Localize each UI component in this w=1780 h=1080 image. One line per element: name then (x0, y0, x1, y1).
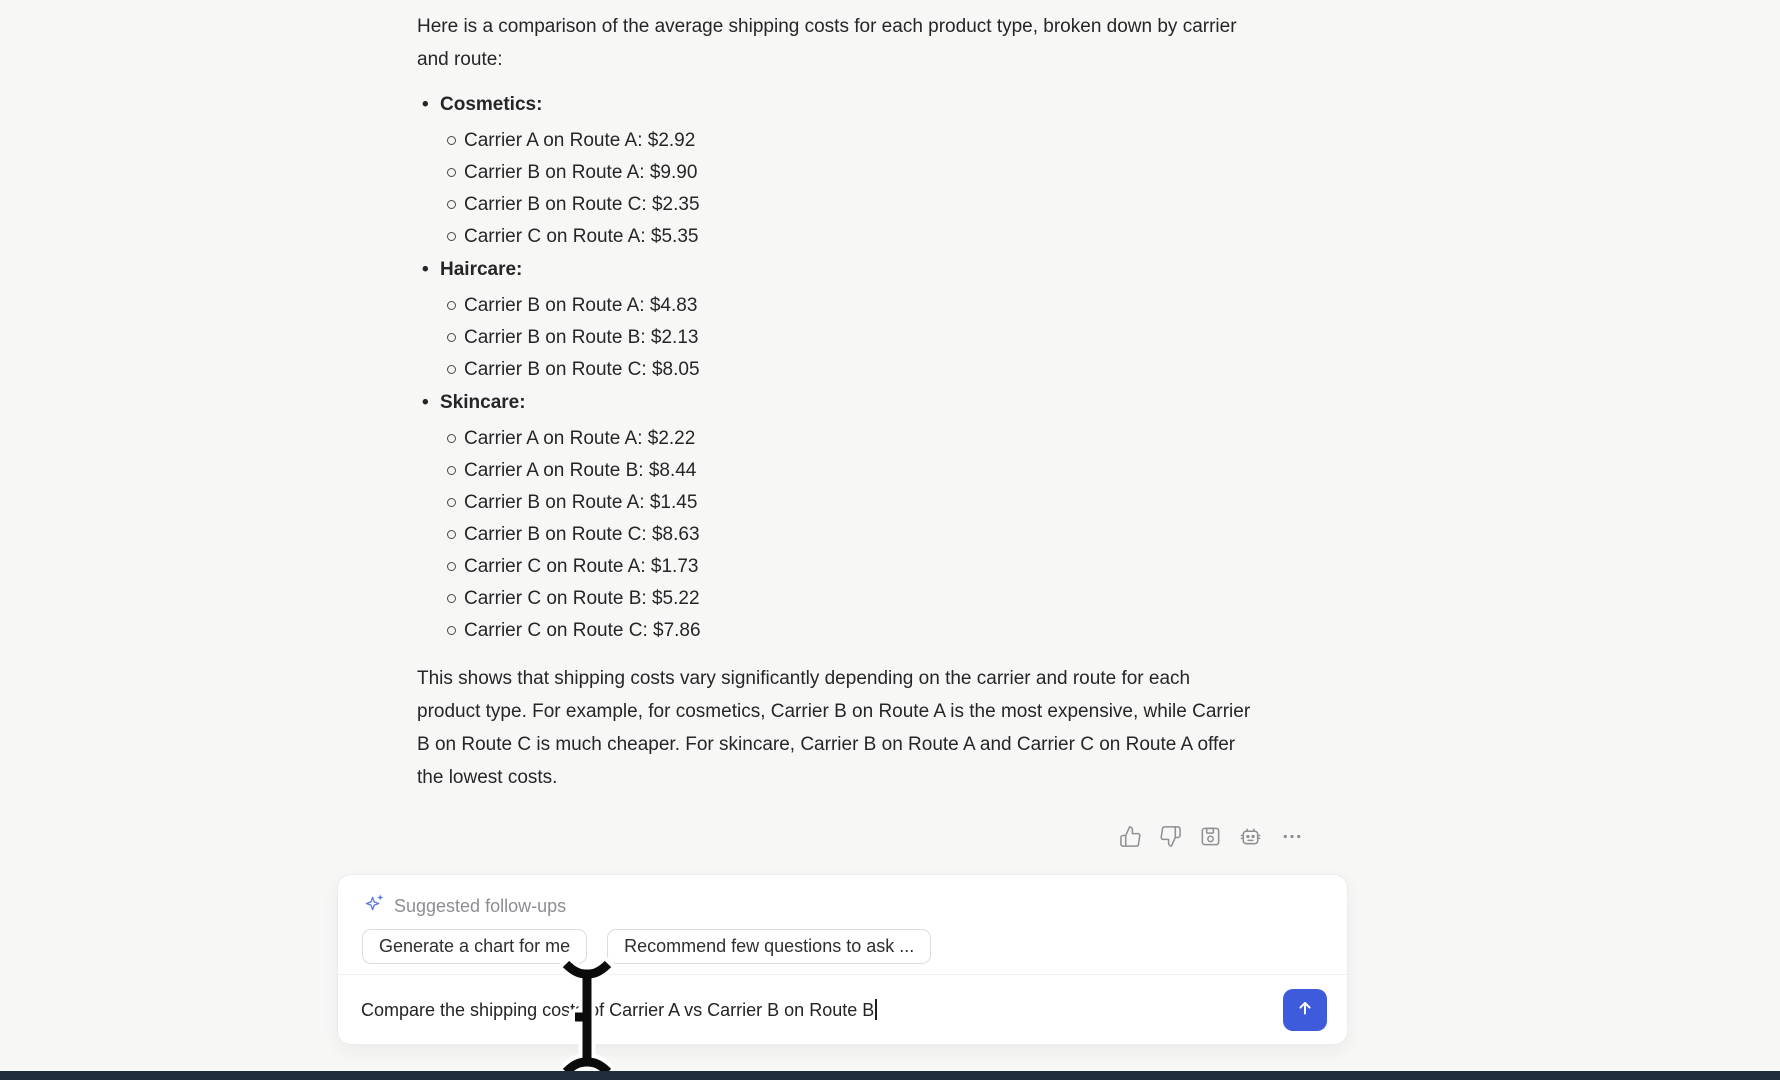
more-options-icon (1279, 825, 1305, 848)
cost-item: Carrier C on Route C: $7.86 (440, 615, 1307, 647)
cost-item: Carrier B on Route A: $4.83 (440, 290, 1307, 322)
arrow-up-icon (1294, 997, 1316, 1022)
cost-item: Carrier B on Route A: $9.90 (440, 157, 1307, 189)
cost-item: Carrier B on Route C: $2.35 (440, 189, 1307, 221)
message-input[interactable] (338, 999, 1283, 1021)
cost-items (440, 423, 1307, 647)
cost-item: Carrier A on Route A: $2.22 (440, 423, 1307, 455)
assistant-message (417, 6, 1307, 850)
save-button[interactable] (1197, 823, 1224, 850)
followup-composer-card (337, 874, 1348, 1045)
cost-item: Carrier C on Route A: $1.73 (440, 551, 1307, 583)
message-input-value: Compare the shipping costs of Carrier A vs Carrier B on Route B (361, 999, 875, 1020)
cost-item: Carrier A on Route A: $2.92 (440, 125, 1307, 157)
cost-item: Carrier B on Route B: $2.13 (440, 322, 1307, 354)
followup-chips (362, 929, 931, 964)
product-group-label: Cosmetics: (440, 94, 543, 115)
robot-icon (1239, 825, 1262, 848)
more-options-button[interactable] (1277, 823, 1307, 850)
product-groups-list (417, 89, 1307, 647)
followup-chip-generate-chart[interactable]: Generate a chart for me (362, 929, 587, 964)
message-intro: Here is a comparison of the average shipping costs for each product type, broken down by carrier and route: (417, 16, 1237, 70)
thumbs-up-button[interactable] (1117, 823, 1144, 850)
cost-item: Carrier A on Route B: $8.44 (440, 455, 1307, 487)
composer-row (338, 974, 1347, 1044)
product-group-cosmetics (417, 89, 1307, 253)
followup-chip-recommend-questions[interactable]: Recommend few questions to ask ... (607, 929, 931, 964)
text-caret (875, 999, 877, 1020)
bottom-window-edge (0, 1071, 1780, 1080)
product-group-skincare (417, 387, 1307, 647)
feedback-toolbar (417, 823, 1307, 850)
followup-header (364, 893, 566, 919)
cost-item: Carrier C on Route A: $5.35 (440, 221, 1307, 253)
followup-title: Suggested follow-ups (394, 895, 567, 916)
save-icon (1199, 825, 1222, 848)
send-button[interactable] (1283, 989, 1327, 1031)
cost-item: Carrier B on Route A: $1.45 (440, 487, 1307, 519)
thumbs-up-icon (1119, 825, 1142, 848)
cost-items (440, 290, 1307, 386)
thumbs-down-button[interactable] (1157, 823, 1184, 850)
cost-item: Carrier C on Route B: $5.22 (440, 583, 1307, 615)
product-group-label: Haircare: (440, 259, 523, 280)
product-group-label: Skincare: (440, 392, 526, 413)
sparkles-icon (364, 893, 385, 919)
message-summary: This shows that shipping costs vary significantly depending on the carrier and route for each product type. For example, for cosmetics, Carrier B on Route A is the most expensive, while Carrier B on Route C is much cheaper. For skincare, Carrier B on Route A and Carrier C on Route A offer the lowest costs. (417, 668, 1251, 788)
robot-button[interactable] (1237, 823, 1264, 850)
cost-items (440, 125, 1307, 253)
product-group-haircare (417, 254, 1307, 386)
thumbs-down-icon (1159, 825, 1182, 848)
cost-item: Carrier B on Route C: $8.63 (440, 519, 1307, 551)
cost-item: Carrier B on Route C: $8.05 (440, 354, 1307, 386)
